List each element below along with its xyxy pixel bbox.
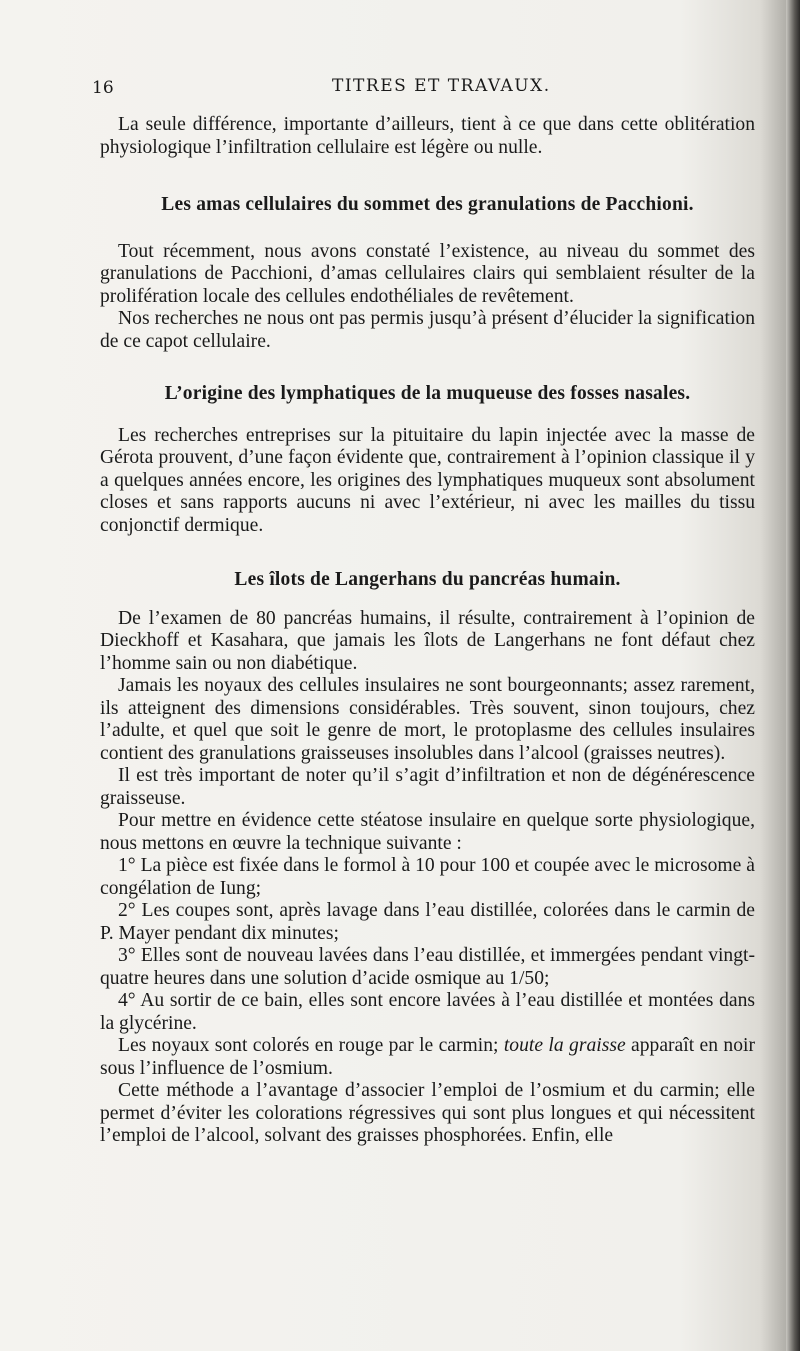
technique-step-3: 3° Elles sont de nouveau lavées dans l’eau distillée, et immergées pendant vingt-quatre heures dans une solution d’acide osmique au 1/50; — [100, 945, 755, 989]
technique-step-4: 4° Au sortir de ce bain, elles sont encore lavées à l’eau distillée et montées dans la glycérine. — [100, 990, 755, 1034]
page-binding-edge — [786, 0, 800, 1351]
running-title: TITRES ET TRAVAUX. — [332, 76, 551, 96]
stain-text-after: apparaît en noir sous l’influence de l’osmium. — [100, 1035, 755, 1079]
section-heading-lymphatiques: L’origine des lymphatiques de la muqueuse des fosses nasales. — [164, 383, 691, 404]
stain-result-paragraph — [100, 1035, 755, 1080]
stain-text-italic: toute la graisse — [503, 1035, 626, 1056]
paragraph: Tout récemment, nous avons constaté l’existence, au niveau du sommet des granulations de Pacchioni, d’amas cellulaires clairs qui semblaient résulter de la prolifération locale des cellules endothéliales de revêtement. — [100, 240, 755, 307]
page-number: 16 — [92, 78, 114, 98]
intro-paragraph: La seule différence, importante d’ailleurs, tient à ce que dans cette oblitération physiologique l’infiltration cellulaire est légère ou nulle. — [100, 114, 755, 158]
paragraph: Nos recherches ne nous ont pas permis jusqu’à présent d’élucider la signification de ce capot cellulaire. — [100, 308, 755, 352]
paragraph: Jamais les noyaux des cellules insulaires ne sont bourgeonnants; assez rarement, ils atteignent des dimensions considérables. Très souvent, sinon toujours, chez l’adulte, et quel que soit le genre de mort, le protoplasme des cellules insulaires contient des granulations graisseuses insolubles dans l’alcool (graisses neutres). — [100, 675, 755, 764]
section-heading-pacchioni: Les amas cellulaires du sommet des granulations de Pacchioni. — [161, 194, 694, 215]
paragraph: Pour mettre en évidence cette stéatose insulaire en quelque sorte physiologique, nous mettons en œuvre la technique suivante : — [100, 810, 755, 854]
technique-step-2: 2° Les coupes sont, après lavage dans l’eau distillée, colorées dans le carmin de P. Mayer pendant dix minutes; — [100, 900, 755, 944]
stain-text-before: Les noyaux sont colorés en rouge par le carmin; — [118, 1035, 504, 1056]
closing-paragraph: Cette méthode a l’avantage d’associer l’emploi de l’osmium et du carmin; elle permet d’éviter les colorations régressives qui sont plus longues et qui nécessitent l’emploi de l’alcool, solvant des graisses phosphorées. Enfin, elle — [100, 1080, 755, 1146]
page-body — [100, 114, 755, 1148]
paragraph: Il est très important de noter qu’il s’agit d’infiltration et non de dégénérescence graisseuse. — [100, 765, 755, 809]
section-heading-langerhans: Les îlots de Langerhans du pancréas humain. — [234, 569, 621, 590]
technique-step-1: 1° La pièce est fixée dans le formol à 10 pour 100 et coupée avec le microsome à congélation de Iung; — [100, 855, 755, 899]
paragraph: Les recherches entreprises sur la pituitaire du lapin injectée avec la masse de Gérota prouvent, d’une façon évidente que, contrairement à l’opinion classique il y a quelques années encore, les origines des lymphatiques muqueux sont absolument closes et sans rapports aucuns ni avec l’extérieur, ni avec les mailles du tissu conjonctif dermique. — [100, 424, 755, 536]
paragraph: De l’examen de 80 pancréas humains, il résulte, contrairement à l’opinion de Dieckhoff et Kasahara, que jamais les îlots de Langerhans ne font défaut chez l’homme sain ou non diabétique. — [100, 607, 755, 674]
page-header — [92, 74, 752, 104]
